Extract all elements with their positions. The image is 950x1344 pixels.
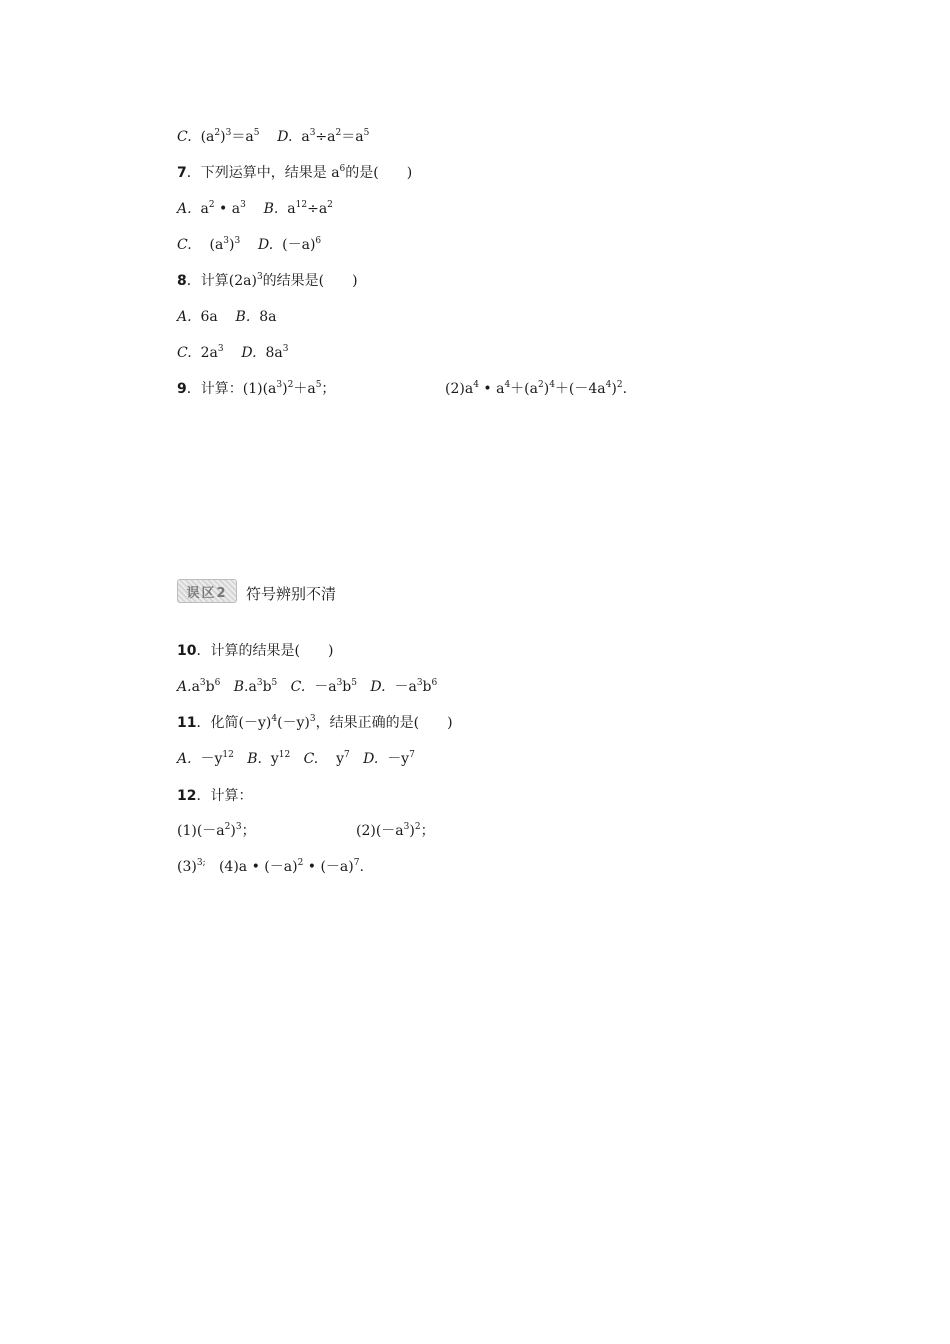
question-7-stem [177,163,412,183]
exponent: 12 [278,750,291,760]
stem-text: ．计算： [196,788,253,804]
exponent: 3 [223,236,230,246]
expr: 2a [200,345,218,361]
stem-text: 的结果是( ) [262,273,358,289]
question-8-stem [177,271,358,291]
expr: a [200,201,209,217]
exponent: 5 [315,380,322,390]
expr: ； [420,823,435,839]
question-11-options [177,749,415,769]
expr: ) [229,237,235,253]
exponent: 3; [196,858,206,868]
option-label: D. [370,679,386,695]
question-12-part-2 [356,821,435,841]
expr: b [205,679,215,695]
option-label: B. [247,751,262,767]
option-label: A. [177,679,192,695]
expr: (－a) [282,237,316,253]
exponent: 6 [214,678,221,688]
exponent: 3 [225,128,232,138]
expr: • a [214,201,241,217]
expr: ) [611,381,617,397]
question-12-stem [177,786,252,806]
expr: (a [200,129,215,145]
expr: a [301,129,310,145]
expr: . [359,859,364,875]
question-7-options-ab [177,199,333,219]
exponent: 6 [339,164,346,174]
question-8-options-ab [177,307,276,327]
question-9-part-2 [445,379,627,399]
exponent: 2 [208,200,215,210]
question-number: 7 [177,165,187,181]
expr: 8a [259,309,277,325]
option-label: B. [263,201,279,217]
option-label: A. [177,751,192,767]
exponent: 2 [616,380,623,390]
question-11-stem [177,713,453,733]
expr: ； [321,381,336,397]
expr: . [622,381,628,397]
stem-text: ．计算的结果是( ) [196,643,334,659]
exponent: 5 [271,678,278,688]
expr: ＋(a [510,381,538,397]
question-8-options-cd [177,343,288,363]
expr: b [342,679,352,695]
question-12-parts-3-4 [177,857,364,877]
exponent: 2 [537,380,544,390]
option-label: D. [277,129,293,145]
question-10-stem [177,641,333,661]
exponent: 12 [295,200,308,210]
expr: (3) [177,859,197,875]
expr: a [191,679,200,695]
option-label: D. [363,751,379,767]
stem-text: ．计算(2a) [186,273,257,289]
expr: ÷a [315,129,336,145]
exponent: 5 [351,678,357,688]
question-7-options-cd [177,235,321,255]
expr: 8a [265,345,283,361]
exponent: 7 [353,858,360,868]
expr: (a [209,237,224,253]
question-number: 11 [177,715,197,731]
exponent: 2 [224,822,231,832]
exponent: 5 [253,128,260,138]
exponent: 3 [240,200,246,210]
exponent: 3 [235,822,242,832]
option-label: C. [303,751,319,767]
expr: ) [543,381,550,397]
expr: (2)a [445,381,474,397]
option-label: B. [233,679,249,695]
expr: －y [200,751,223,767]
expr: • (－a) [303,859,354,875]
exponent: 5 [363,128,370,138]
option-label: D. [258,237,274,253]
stem-text: ．化简(－y) [196,715,272,731]
option-label: C. [290,679,306,695]
expr: y [270,751,279,767]
exponent: 3 [403,822,410,832]
option-label: C. [177,237,192,253]
exponent: 4 [605,380,612,390]
exponent: 3 [309,128,316,138]
exponent: 3 [282,344,289,354]
stem-text: 的是( ) [345,165,413,181]
expr: a [248,679,257,695]
exponent: 4 [271,714,278,724]
exponent: 3 [256,272,263,282]
question-9-part-1 [177,379,335,399]
exponent: 4 [504,380,511,390]
expr: －y [387,751,410,767]
expr: ÷a [307,201,328,217]
section-title: 符号辨别不清 [246,585,337,603]
exponent: 7 [409,750,415,760]
exponent: 7 [344,750,350,760]
exponent: 12 [222,750,234,760]
expr: ＋(－4a [554,381,606,397]
section-badge: 误区2 [177,579,237,603]
exponent: 3 [234,236,241,246]
option-label: C. [177,129,192,145]
exponent: 6 [315,236,322,246]
expr: ＝a [231,129,254,145]
question-number: 8 [177,273,187,289]
exponent: 2 [287,380,294,390]
option-label: B. [235,309,251,325]
expr: • a [478,381,505,397]
exponent: 2 [297,858,304,868]
expr: －a [314,679,337,695]
question-10-options [177,677,437,697]
expr: (1)(－a [177,823,225,839]
exponent: 3 [336,678,343,688]
exponent: 2 [414,822,421,832]
option-label: A. [177,201,192,217]
exponent: 2 [335,128,342,138]
expr: ) [409,823,415,839]
exponent: 3 [256,678,263,688]
question-number: 9 [177,381,187,397]
exponent: 6 [431,678,438,688]
expr: (4)a • (－a) [218,859,298,875]
expr: a [287,201,296,217]
expr: (2)(－a [356,823,404,839]
expr: ) [220,129,226,145]
stem-text: (－y) [277,715,310,731]
expr: ； [241,823,256,839]
option-label: C. [177,345,192,361]
expr: b [262,679,272,695]
exponent: 3 [309,714,316,724]
expr: ＝a [341,129,364,145]
expr: y [336,751,344,767]
expr: b [422,679,432,695]
exponent: 4 [549,380,555,390]
question-number: 10 [177,643,197,659]
question-number: 12 [177,788,197,804]
option-label: D. [241,345,257,361]
exponent: 2 [327,200,333,210]
exponent: 4 [473,380,479,390]
stem-text: ．下列运算中，结果是 a [186,165,340,181]
question-12-part-1 [177,821,256,841]
option-label: A. [177,309,192,325]
expr: ) [230,823,236,839]
stem-text: ．计算：(1)(a [186,381,277,397]
expr: ) [282,381,288,397]
stem-text: ，结果正确的是( ) [315,715,453,731]
expr: －a [394,679,417,695]
exponent: 3 [416,678,423,688]
exponent: 2 [214,128,221,138]
exponent: 3 [276,380,283,390]
expr: 6a [200,309,218,325]
expr: ＋a [293,381,316,397]
q6-options-cd [177,127,369,147]
exponent: 3 [199,678,206,688]
exponent: 3 [217,344,224,354]
